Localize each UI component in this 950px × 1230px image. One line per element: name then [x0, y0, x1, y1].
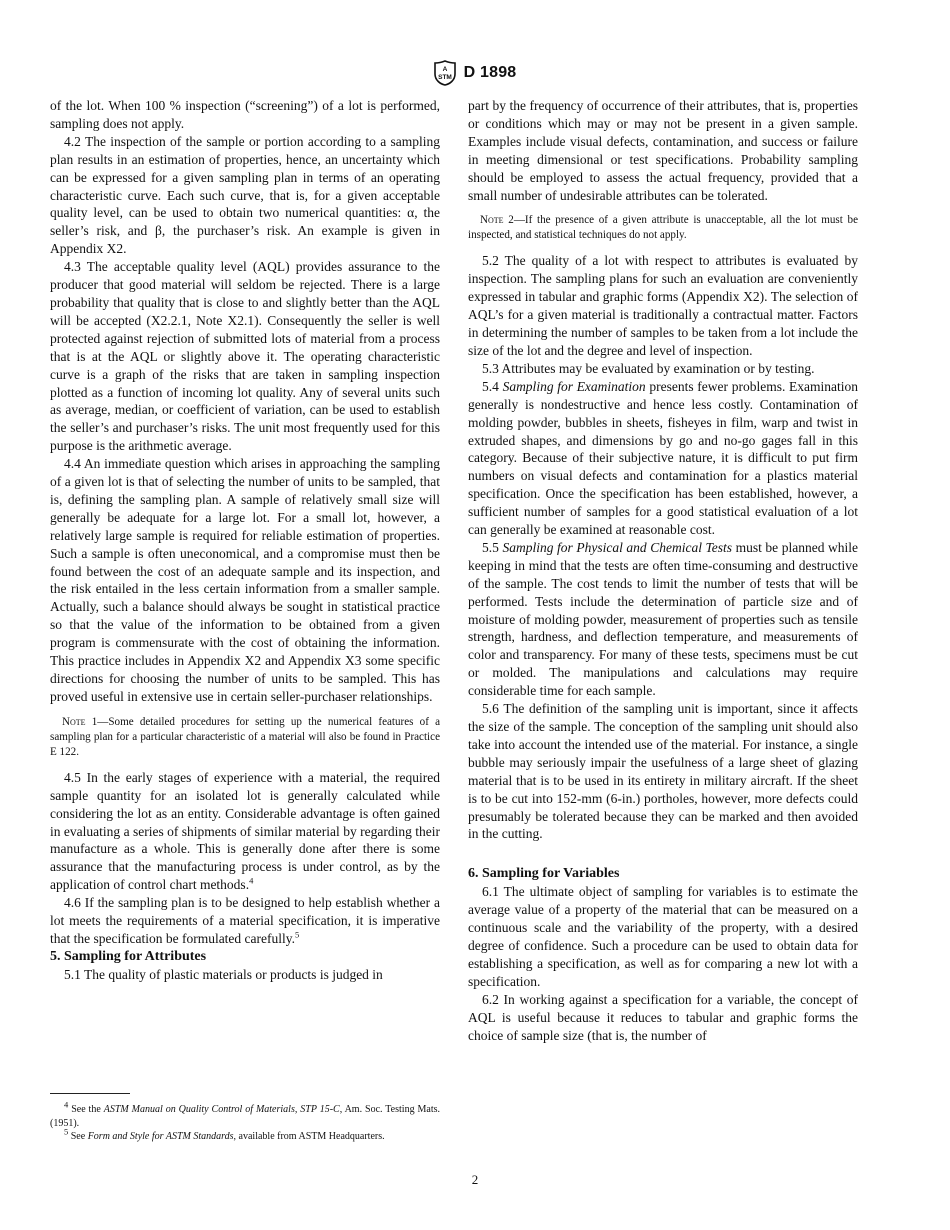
paragraph-6-1: 6.1 The ultimate object of sampling for variables is to estimate the average value of a property of the material that can be measured on a continuous scale and the variability of the property, with a desired degree of confidence. Such a procedure can be used to obtain data for establishing a specification, as well as for comparing a new lot with a specification. [468, 884, 858, 989]
note-2 [468, 213, 858, 243]
svg-text:A: A [442, 66, 447, 73]
paragraph-5-4-text: presents fewer problems. Examination generally is nondestructive and hence less costly. Contamination of molding powder, bubbles in sheets, fisheyes in film, warp and twist in extruded shapes, and dimensions by go and no-go gages fall in this category. Because of their subjective nature, it is difficult to put firm numbers on visual defects and contamination for a plastics material specification. Once the specification has been established, however, a sufficient number of samples for a good statistical evaluation of a lot can generally be examined at reasonable cost. [468, 378, 858, 538]
note-2-text: 2—If the presence of a given attribute is unacceptable, all the lot must be inspected, and statistical techniques do not apply. [468, 214, 858, 242]
paragraph-4-5-text: 4.5 In the early stages of experience with a material, the required sample quantity for an isolated lot is generally calculated while considering the lot as an entity. Considerable advantage is often gained in evaluating a series of shipments of similar material by regarding their manufacture as a whole. This is generally done after there is some assurance that the manufacturing process is under control, as by the application of control chart methods. [50, 769, 440, 893]
paragraph-5-5 [468, 539, 858, 700]
footnote-divider [50, 1093, 130, 1094]
section-6-heading: 6. Sampling for Variables [468, 866, 620, 882]
footnote-4-pre: See the [71, 1104, 101, 1115]
footnote-4-post: , Am. Soc. Testing Mats. (1951). [50, 1104, 441, 1129]
paragraph-4-6 [50, 894, 440, 948]
paragraph-4-6-text: 4.6 If the sampling plan is to be designed to help establish whether a lot meets the requirements of a material specification, it is imperative that the specification be formulated carefully. [50, 895, 440, 946]
paragraph-5-4-number: 5.4 [482, 378, 499, 394]
paragraph-5-6: 5.6 The definition of the sampling unit is important, since it affects the size of the sample. The conception of the sampling unit should also take into account the intended use of the material. For instance, a single bubble may seriously impair the usefulness of a large sheet of glazing material that is to be used in its entirety in military aircraft. If the sheet is to be cut into 152-mm (6-in.) portholes, however, more defects could presumably be tolerated because they can be marked and then avoided in the cutting. [468, 701, 858, 842]
note-1-text: 1—Some detailed procedures for setting up the numerical features of a sampling plan for a particular characteristic of a material will also be found in Practice E 122. [50, 715, 440, 758]
paragraph-5-1-start: 5.1 The quality of plastic materials or products is judged in [64, 966, 383, 982]
svg-text:STM: STM [437, 74, 452, 81]
document-number: D 1898 [463, 64, 517, 81]
paragraph-5-4-title: Sampling for Examination [502, 378, 646, 394]
footnote-5-title: Form and Style for ASTM Standards [87, 1131, 234, 1142]
paragraph-4-1-continued: of the lot. When 100 % inspection (“screening”) of a lot is performed, sampling does not apply. [50, 98, 440, 131]
footnote-ref-5: 5 [295, 929, 300, 940]
footnotes [50, 1099, 441, 1144]
footnote-5-number: 5 [64, 1126, 69, 1137]
paragraph-5-1-continued: part by the frequency of occurrence of their attributes, that is, properties or conditions which may or may not be present in a given sample. Examples include visual defects, contamination, and success or failure in meeting dimensional or test specifications. Probability sampling should be employed to assess the actual frequency, provided that a small number of undesirable attributes can be tolerated. [468, 98, 858, 203]
page-header [0, 60, 950, 86]
paragraph-6-2: 6.2 In working against a specification for a variable, the concept of AQL is useful because it reduces to tabular and graphic forms the choice of sample size (that is, the number of [468, 991, 858, 1043]
paragraph-5-2: 5.2 The quality of a lot with respect to attributes is evaluated by inspection. The sampling plans for such an evaluation are conveniently expressed in tabular and graphic forms (Appendix X2). The selection of AQL’s for a given material is traditionally a contractual matter. Factors in determining the number of samples to be taken from a lot include the size of the lot and the degree and level of inspection. [468, 253, 858, 358]
paragraph-4-3: 4.3 The acceptable quality level (AQL) provides assurance to the producer that good material will seldom be rejected. There is a large probability that quality that is close to and slightly better than the AQL will be accepted (X2.2.1, Note X2.1). Consequently the seller is well protected against rejection of submitted lots of material from a process that is at the AQL or slightly above it. The operating characteristic curve is a graph of the risks that are taken in sampling inspection plotted as a function of incoming lot quality. Any of several units such as average, median, or coefficient of variation, can be used to establish the seller’s and purchaser’s risks. The unit most frequently used for this purpose is the arithmetic average. [50, 259, 440, 454]
paragraph-5-5-title: Sampling for Physical and Chemical Tests [502, 539, 733, 555]
paragraph-5-4 [468, 378, 858, 539]
footnote-4-title: ASTM Manual on Quality Control of Materials, STP 15-C [103, 1104, 340, 1115]
footnote-5-post: , available from ASTM Headquarters. [233, 1131, 385, 1142]
right-column [468, 97, 858, 1044]
note-1 [50, 715, 440, 760]
paragraph-5-5-number: 5.5 [482, 539, 499, 555]
note-2-label: Note [480, 214, 504, 227]
footnote-ref-4: 4 [249, 875, 254, 886]
footnote-5 [50, 1126, 440, 1144]
paragraph-4-4: 4.4 An immediate question which arises in approaching the sampling of a given lot is that of selecting the number of units to be sampled, that is, defining the sampling plan. A sample of relatively small size will generally be adequate for a large lot. For a small lot, however, a relatively large sample is required for reliable estimation of properties. Such a sample is often uneconomical, and a compromise must then be found between the cost of an adequate sample and its inspection, and the risk entailed in the less certain information from a smaller sample. Actually, such a balance should always be sought in statistical practice so that the value of the information to be obtained from a given program is commensurate with the cost of obtaining the information. This practice includes in Appendix X2 and Appendix X3 some specific directions for choosing the number of units to be sampled. This has proved useful in extensive use in certain seller-purchaser relationships. [50, 456, 440, 704]
footnote-4 [50, 1099, 441, 1130]
note-1-label: Note [62, 715, 86, 728]
footnote-5-pre: See [70, 1131, 86, 1142]
paragraph-4-2: 4.2 The inspection of the sample or portion according to a sampling plan results in an estimation of properties, hence, an uncertainty which can be expressed for a given sampling plan in terms of an operating characteristic curve. Each such curve, that is, for a given acceptable quality level, can be used to obtain two numerical quantities: α, the seller’s risk, and β, the purchaser’s risk. An example is given in Appendix X2. [50, 133, 440, 257]
section-5-heading: 5. Sampling for Attributes [50, 948, 207, 964]
page-number: 2 [471, 1172, 479, 1187]
paragraph-4-5 [50, 769, 440, 894]
footnote-4-number: 4 [64, 1099, 69, 1110]
left-column [50, 97, 440, 984]
astm-logo-icon [434, 60, 456, 86]
paragraph-5-3: 5.3 Attributes may be evaluated by examination or by testing. [482, 360, 815, 376]
paragraph-5-5-text: must be planned while keeping in mind that the tests are often time-consuming and destructive of the sample. The cost tends to limit the number of tests that will be performed. Tests include the determination of particle size and of moisture of molding powder, measurement of properties such as tensile strength, hardness, and deflection temperature, and measurements of color and transparency. For many of these tests, specimens must be cut or molded. The manipulations and calculations may require considerable time for each sample. [468, 539, 859, 699]
